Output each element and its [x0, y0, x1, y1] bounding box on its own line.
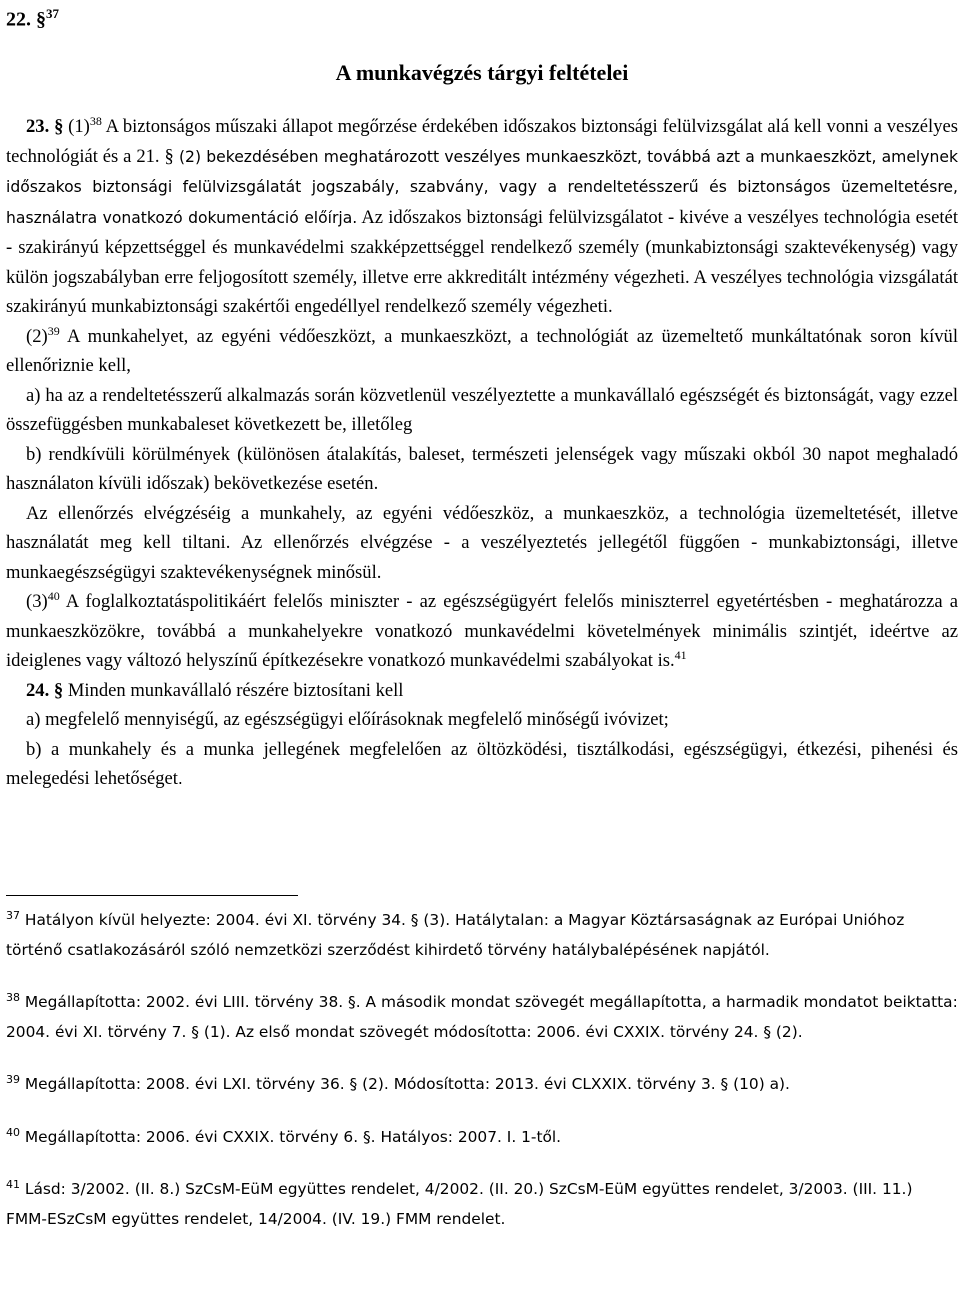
section-number: 22. — [6, 8, 31, 31]
footnote-separator — [6, 895, 298, 896]
paragraph-number: (3) — [26, 591, 48, 612]
section-symbol: § — [36, 8, 46, 31]
list-item-b — [6, 735, 958, 795]
footnote-37 — [6, 906, 958, 965]
section-symbol: § — [164, 145, 174, 167]
footnote-text: Megállapította: 2002. évi LIII. törvény 38. §. A második mondat szövegét megállapította, a harmadik mondatot beiktatta: 2004. évi XI. törvény 7. § (1). Az első mondat szövegét módosította: 2006. évi CXXIX. törvény 24. § (2). — [6, 993, 958, 1041]
footnote-text: Megállapította: 2006. évi CXXIX. törvény 6. §. Hatályos: 2007. I. 1-től. — [20, 1127, 562, 1146]
footnote-text: Lásd: 3/2002. (II. 8.) SzCsM-EüM együttes rendelet, 4/2002. (II. 20.) SzCsM-EüM együttes rendelet, 3/2003. (III. 11.) FMM-ESzCsM együttes rendelet, 14/2004. (IV. 19.) FMM rendelet. — [6, 1180, 913, 1228]
paragraph-number: (2) — [26, 325, 48, 347]
list-item-b: b) rendkívüli körülmények (különösen átalakítás, baleset, természeti jelenségek vagy műszaki okból 30 napot meghaladó használaton kívüli időszak) bekövetkezése esetén. — [6, 443, 958, 494]
footnote-number: 37 — [6, 908, 20, 922]
section-23-paragraph-3 — [6, 587, 958, 676]
footnote-39 — [6, 1070, 958, 1100]
footnote-text: Hatályon kívül helyezte: 2004. évi XI. törvény 34. § (3). Hatálytalan: a Magyar Köztársaságnak az Európai Unióhoz történő csatlakozásáról szóló nemzetközi szerződést kihirdető törvény hatálybalépésének napjától. — [6, 911, 905, 959]
section-23-paragraph-2 — [6, 322, 958, 381]
paragraph-text: (2) bekezdésében meghatározott veszélyes munkaeszközt, továbbá azt a munkaeszközt, amelynek időszakos biztonsági felülvizsgálatát jogszabály, szabvány, vagy a rendeltetésszerű és biztonságos üzemeltetésre, használatra vonatkozó dokumentáció előírja. — [6, 147, 959, 227]
paragraph-text: A munkahelyet, az egyéni védőeszközt, a munkaeszközt, a technológiát az üzemeltető munkáltatónak soron kívül ellenőriznie kell, — [6, 325, 958, 376]
list-item-a: a) megfelelő mennyiségű, az egészségügyi előírásoknak megfelelő minőségű ivóvizet; — [26, 709, 669, 730]
section-24-intro — [6, 676, 958, 706]
section-symbol: § — [54, 116, 64, 137]
paragraph-text: Az ellenőrzés elvégzéséig a munkahely, az egyéni védőeszköz, a munkaeszköz, a technológia üzemeltetését, illetve használatát meg kell tiltani. Az ellenőrzés elvégzése - a veszélyeztetés jellegétől függően - munkabiztonsági, illetve munkaegészségügyi szaktevékenységnek minősül. — [6, 502, 958, 583]
paragraph-text: Az időszakos biztonsági felülvizsgálatot - kivéve a veszélyes technológia esetét - szakirányú képzettséggel és munkavédelmi szakképzettséggel rendelkező személy (munkabiztonsági szaktevékenység) vagy külön jogszabályban erre feljogosított személy, illetve erre akkreditált intézmény végezheti. A veszélyes technológia vizsgálatát szakirányú munkabiztonsági szakértői engedéllyel rendelkező személy végezheti. — [6, 206, 958, 317]
section-number: 23. — [26, 116, 50, 137]
paragraph-text: A foglalkoztatáspolitikáért felelős miniszter - az egészségügyért felelős miniszterrel egyetértésben - meghatározza a munkaeszközökre, továbbá a munkahelyekre vonatkozó munkavédelmi követelmények minimális szintjét, ideértve az ideiglenes vagy változó helyszínű építkezésekre vonatkozó munkavédelmi szabályokat is. — [6, 591, 958, 671]
paragraph-end: . — [177, 770, 183, 788]
section-22-heading — [6, 6, 59, 32]
footnote-ref[interactable]: 38 — [89, 113, 102, 128]
footnote-ref[interactable]: 37 — [46, 6, 59, 21]
section-23-paragraph-1 — [6, 112, 958, 322]
section-symbol: § — [53, 679, 64, 701]
paragraph-text: Minden munkavállaló részére biztosítani kell — [63, 679, 404, 701]
statute-body — [6, 112, 958, 795]
footnote-ref[interactable]: 40 — [47, 588, 60, 603]
footnote-text: Megállapította: 2008. évi LXI. törvény 36. § (2). Módosította: 2013. évi CLXXIX. törvény 3. § (10) a). — [20, 1075, 790, 1093]
footnote-number: 39 — [6, 1072, 20, 1086]
paragraph-number: (1) — [68, 116, 90, 137]
footnotes — [6, 906, 958, 1257]
footnote-number: 41 — [6, 1177, 20, 1191]
list-item-a: a) ha az a rendeltetésszerű alkalmazás során közvetlenül veszélyeztette a munkavállaló egészségét és biztonságát, vagy ezzel összefüggésben munkabaleset következett be, illetőleg — [6, 384, 958, 435]
footnote-41 — [6, 1175, 958, 1234]
footnote-ref[interactable]: 41 — [674, 647, 687, 662]
footnote-38 — [6, 988, 958, 1047]
chapter-title: A munkavégzés tárgyi feltételei — [335, 60, 629, 85]
footnote-number: 40 — [6, 1125, 20, 1139]
paragraph-text: A biztonságos műszaki állapot megőrzése érdekében időszakos biztonsági felülvizsgálat alá kell vonni a veszélyes technológiát és a 21. — [6, 116, 959, 167]
footnote-40 — [6, 1123, 958, 1153]
footnote-number: 38 — [6, 990, 20, 1004]
paragraph-text: b) a munkahely és a munka jellegének megfelelően az öltözködési, tisztálkodási, egészségügyi, étkezési, pihenési és melegedési lehetőséget — [6, 738, 958, 789]
footnote-ref[interactable]: 39 — [47, 323, 60, 338]
section-number: 24. — [26, 679, 50, 701]
